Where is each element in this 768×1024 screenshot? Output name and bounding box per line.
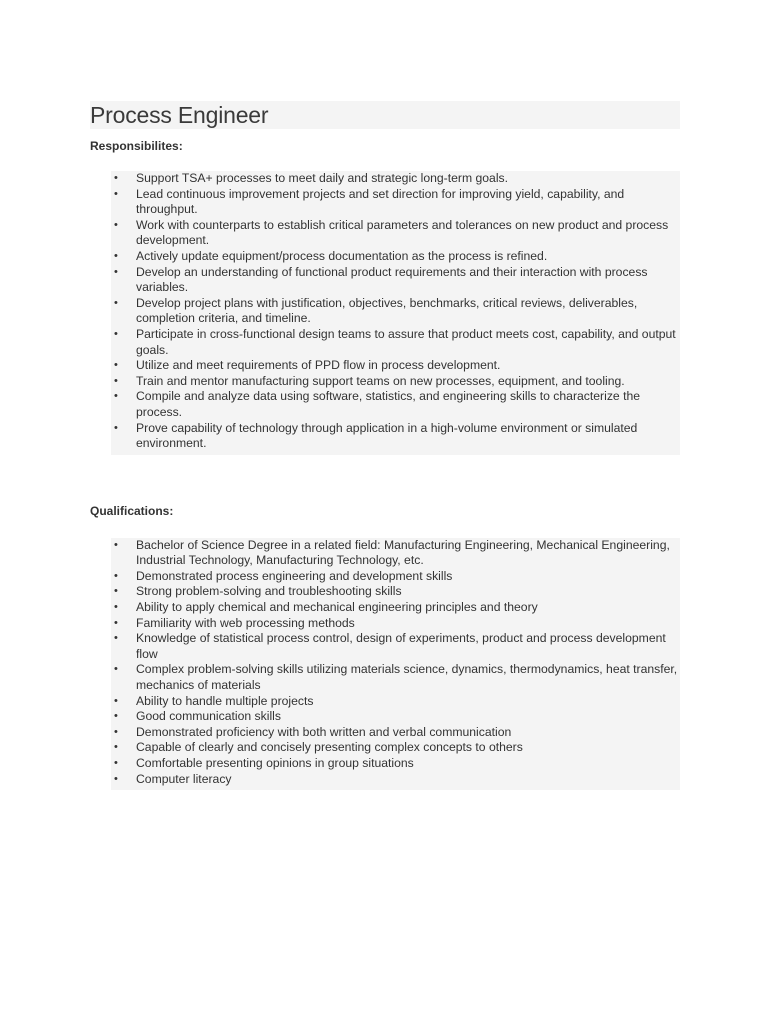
list-item <box>111 694 680 710</box>
bullet-icon: • <box>114 218 118 231</box>
list-item <box>111 296 680 327</box>
list-item-text: Utilize and meet requirements of PPD flow in process development. <box>136 358 501 373</box>
page-title: Process Engineer <box>90 101 680 129</box>
list-item <box>111 265 680 296</box>
list-item <box>111 569 680 585</box>
list-item <box>111 421 680 452</box>
list-item <box>111 772 680 788</box>
bullet-icon: • <box>114 741 118 754</box>
list-item <box>111 374 680 390</box>
bullet-icon: • <box>114 359 118 372</box>
list-item-text: Complex problem-solving skills utilizing materials science, dynamics, thermodynamics, heat transfer, mechanics of materials <box>136 662 678 693</box>
list-item-text: Train and mentor manufacturing support teams on new processes, equipment, and tooling. <box>136 373 625 388</box>
bullet-icon: • <box>114 327 118 340</box>
responsibilities-heading: Responsibilites: <box>90 139 183 153</box>
bullet-icon: • <box>114 374 118 387</box>
list-item-text: Knowledge of statistical process control, design of experiments, product and process development flow <box>136 631 666 661</box>
list-item-text: Work with counterparts to establish critical parameters and tolerances on new product and process development. <box>136 217 669 248</box>
bullet-icon: • <box>114 172 118 184</box>
bullet-icon: • <box>114 187 118 200</box>
list-item <box>111 709 680 725</box>
list-item <box>111 171 680 187</box>
list-item <box>111 662 680 693</box>
bullet-icon: • <box>114 772 118 785</box>
list-item <box>111 725 680 741</box>
list-item <box>111 187 680 218</box>
list-item-text: Develop project plans with justification, objectives, benchmarks, critical reviews, deliverables, completion criteria, and timeline. <box>136 295 638 326</box>
bullet-icon: • <box>114 569 118 582</box>
bullet-icon: • <box>114 757 118 769</box>
bullet-icon: • <box>114 585 118 598</box>
list-item-text: Computer literacy <box>136 771 232 786</box>
qualifications-heading: Qualifications: <box>90 503 174 518</box>
list-item-text: Actively update equipment/process documentation as the process is refined. <box>136 248 548 263</box>
bullet-icon: • <box>114 249 118 262</box>
qualifications-list <box>111 538 680 791</box>
document-page <box>90 101 680 790</box>
list-item-text: Compile and analyze data using software, statistics, and engineering skills to characterize the process. <box>136 389 641 419</box>
list-item-text: Capable of clearly and concisely presenting complex concepts to others <box>136 740 523 755</box>
list-item-text: Support TSA+ processes to meet daily and strategic long-term goals. <box>136 171 509 185</box>
list-item-text: Lead continuous improvement projects and set direction for improving yield, capability, and throughput. <box>136 186 625 217</box>
list-item-text: Demonstrated process engineering and development skills <box>136 568 453 583</box>
list-item-text: Ability to handle multiple projects <box>136 693 314 708</box>
list-item-text: Good communication skills <box>136 709 281 724</box>
bullet-icon: • <box>114 725 118 738</box>
list-item-text: Develop an understanding of functional product requirements and their interaction with process variables. <box>136 264 648 295</box>
bullet-icon: • <box>114 710 118 723</box>
list-item <box>111 616 680 632</box>
list-item-text: Prove capability of technology through application in a high-volume environment or simulated environment. <box>136 420 638 451</box>
list-item-text: Bachelor of Science Degree in a related field: Manufacturing Engineering, Mechanical Engineering, Industrial Technology, Manufacturing Technology, etc. <box>136 537 670 568</box>
bullet-icon: • <box>114 601 118 614</box>
list-item <box>111 327 680 358</box>
bullet-icon: • <box>114 265 118 278</box>
list-item <box>111 584 680 600</box>
bullet-icon: • <box>114 632 118 645</box>
bullet-icon: • <box>114 390 118 403</box>
bullet-icon: • <box>114 694 118 707</box>
list-item-text: Demonstrated proficiency with both written and verbal communication <box>136 724 512 739</box>
list-item <box>111 740 680 756</box>
list-item-text: Comfortable presenting opinions in group situations <box>136 756 414 770</box>
list-item <box>111 631 680 662</box>
list-item-text: Strong problem-solving and troubleshooting skills <box>136 584 402 599</box>
list-item <box>111 249 680 265</box>
list-item <box>111 358 680 374</box>
list-item <box>111 218 680 249</box>
list-item-text: Ability to apply chemical and mechanical engineering principles and theory <box>136 600 538 615</box>
bullet-icon: • <box>114 663 118 676</box>
list-item <box>111 389 680 420</box>
list-item-text: Familiarity with web processing methods <box>136 615 355 630</box>
bullet-icon: • <box>114 538 118 551</box>
list-item <box>111 538 680 569</box>
list-item <box>111 600 680 616</box>
list-item <box>111 756 680 772</box>
bullet-icon: • <box>114 421 118 434</box>
bullet-icon: • <box>114 616 118 629</box>
responsibilities-list <box>111 171 680 455</box>
bullet-icon: • <box>114 296 118 309</box>
list-item-text: Participate in cross-functional design teams to assure that product meets cost, capability, and output goals. <box>136 326 676 357</box>
